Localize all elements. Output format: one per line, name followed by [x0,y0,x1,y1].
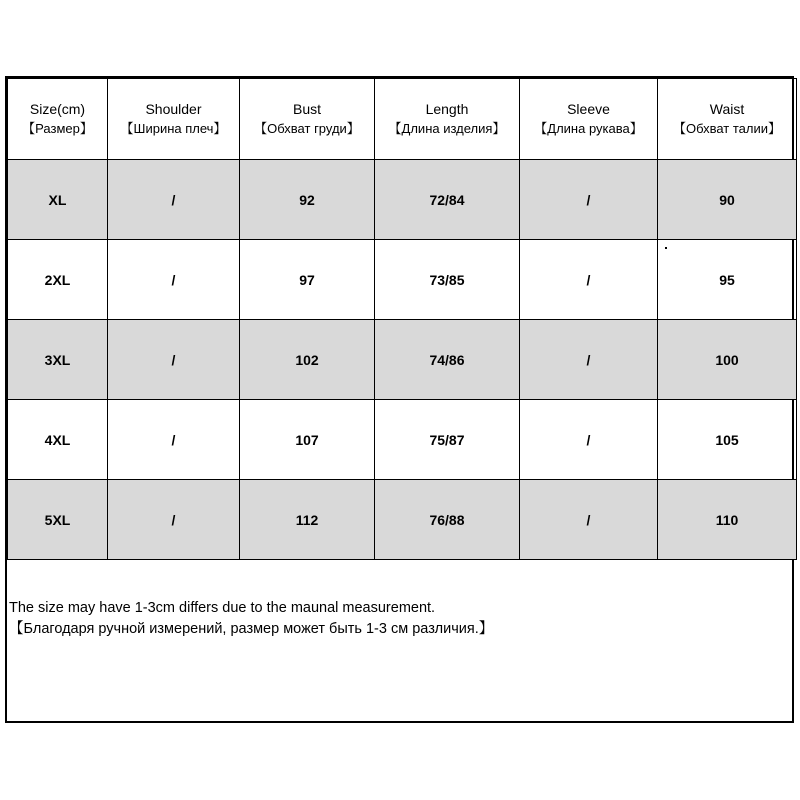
cell-length: 73/85 [375,240,520,320]
cell-length: 72/84 [375,160,520,240]
header-sleeve [520,79,658,160]
table-row [8,480,797,560]
measurement-note [9,598,789,640]
note-line-ru: 【Благодаря ручной измерений, размер может быть 1-3 см различия.】 [9,621,494,637]
header-waist-ru: 【Обхват талии】 [672,121,782,136]
header-shoulder-ru: 【Ширина плеч】 [120,121,227,136]
cell-shoulder: / [108,480,240,560]
cell-size: 2XL [8,240,108,320]
cell-length: 76/88 [375,480,520,560]
cell-bust: 97 [240,240,375,320]
stray-dot [665,247,667,249]
header-bust [240,79,375,160]
header-length-en: Length [425,101,469,117]
cell-shoulder: / [108,320,240,400]
header-waist [658,79,797,160]
note-line-en: The size may have 1-3cm differs due to the maunal measurement. [9,600,436,616]
cell-bust: 112 [240,480,375,560]
cell-sleeve: / [520,160,658,240]
header-waist-en: Waist [709,101,745,117]
cell-shoulder: / [108,240,240,320]
cell-shoulder: / [108,160,240,240]
header-row [8,79,797,160]
header-shoulder [108,79,240,160]
cell-bust: 107 [240,400,375,480]
cell-waist: 95 [658,240,797,320]
cell-waist: 90 [658,160,797,240]
header-length [375,79,520,160]
cell-shoulder: / [108,400,240,480]
cell-size: 5XL [8,480,108,560]
header-bust-ru: 【Обхват груди】 [254,121,360,136]
header-shoulder-en: Shoulder [145,101,202,117]
table-row [8,160,797,240]
cell-size: 4XL [8,400,108,480]
cell-length: 75/87 [375,400,520,480]
cell-sleeve: / [520,480,658,560]
header-size-en: Size(cm) [29,101,86,117]
table-row [8,240,797,320]
cell-sleeve: / [520,320,658,400]
cell-bust: 102 [240,320,375,400]
cell-bust: 92 [240,160,375,240]
cell-length: 74/86 [375,320,520,400]
header-sleeve-ru: 【Длина рукава】 [534,121,643,136]
header-sleeve-en: Sleeve [567,101,610,117]
cell-size: XL [8,160,108,240]
header-length-ru: 【Длина изделия】 [388,121,506,136]
table-row [8,320,797,400]
cell-sleeve: / [520,400,658,480]
header-size-ru: 【Размер】 [22,121,93,136]
cell-waist: 110 [658,480,797,560]
cell-waist: 105 [658,400,797,480]
header-size [8,79,108,160]
header-bust-en: Bust [292,101,321,117]
cell-size: 3XL [8,320,108,400]
size-chart-table [7,78,797,560]
cell-waist: 100 [658,320,797,400]
cell-sleeve: / [520,240,658,320]
table-row [8,400,797,480]
